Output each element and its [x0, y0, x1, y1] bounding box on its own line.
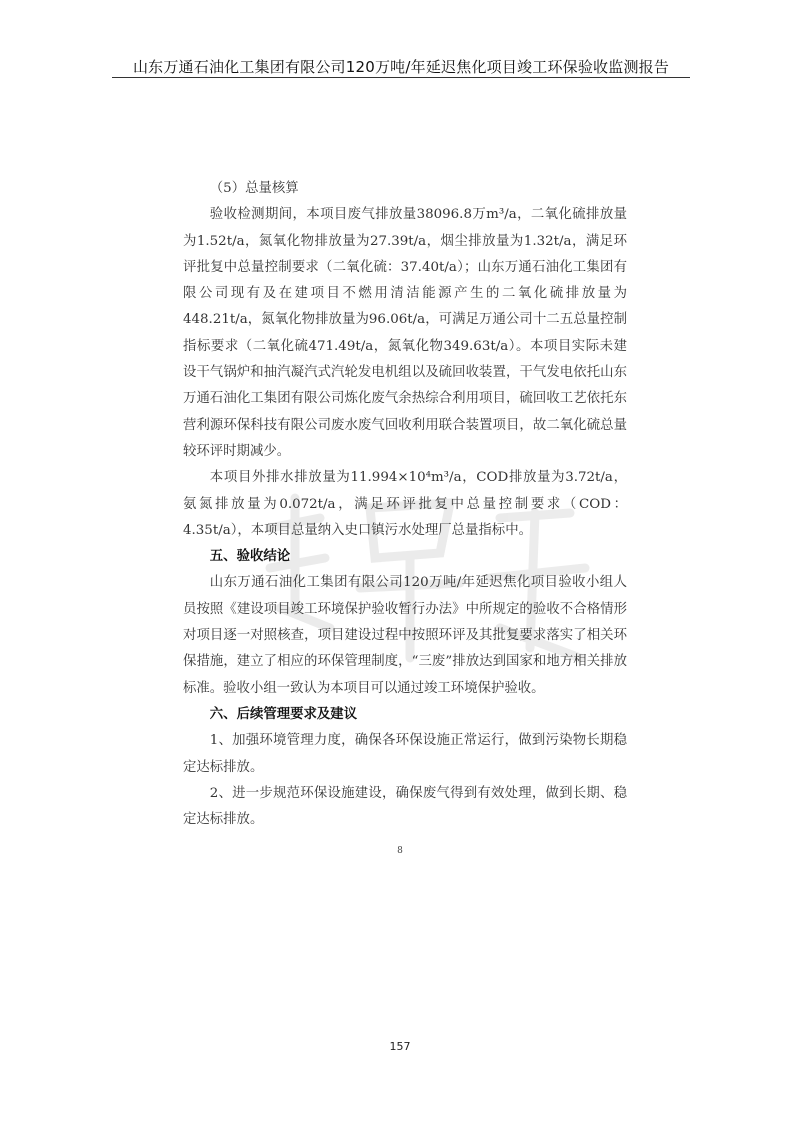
heading-follow-up-requirements: 六、后续管理要求及建议 — [209, 706, 358, 722]
header-divider — [112, 77, 690, 78]
paragraph-wastewater-totals: 本项目外排水排放量为11.994×10⁴m³/a，COD排放量为3.72t/a，氨氮排放量为0.072t/a，满足环评批复中总量控制要求（COD：4.35t/a），本项目总量纳入史口镇污水处理厂总量指标中。 — [183, 470, 627, 538]
inner-page-number: 8 — [397, 846, 403, 856]
page-number: 157 — [389, 1040, 411, 1053]
heading-acceptance-conclusion: 五、验收结论 — [209, 549, 291, 565]
report-body — [183, 176, 627, 833]
section-title-total-accounting: （5）总量核算 — [209, 181, 299, 196]
paragraph-emission-totals: 验收检测期间，本项目废气排放量38096.8万m³/a，二氧化硫排放量为1.52t/a，氮氧化物排放量为27.39t/a，烟尘排放量为1.32t/a，满足环评批复中总量控制要求（二氧化硫：37.40t/a）；山东万通石油化工集团有限公司现有及在建项目不燃用清洁能源产生的二氧化硫排放量为448.21t/a，氮氧化物排放量为96.06t/a，可满足万通公司十二五总量控制指标要求（二氧化硫471.49t/a，氮氧化物349.63t/a）。本项目实际未建设干气锅炉和抽汽凝汽式汽轮发电机组以及硫回收装置，干气发电依托山东万通石油化工集团有限公司炼化废气余热综合利用项目，硫回收工艺依托东营利源环保科技有限公司废水废气回收利用联合装置项目，故二氧化硫总量较环评时期减少。 — [183, 207, 627, 459]
paragraph-acceptance-conclusion: 山东万通石油化工集团有限公司120万吨/年延迟焦化项目验收小组人员按照《建设项目竣工环境保护验收暂行办法》中所规定的验收不合格情形对项目逐一对照核查，项目建设过程中按照环评及其批复要求落实了相关环保措施，建立了相应的环保管理制度，“三废”排放达到国家和地方相关排放标准。验收小组一致认为本项目可以通过竣工环境保护验收。 — [183, 575, 627, 696]
list-item-follow-up-1: 1、加强环境管理力度，确保各环保设施正常运行，做到污染物长期稳定达标排放。 — [183, 733, 627, 775]
document-header: 山东万通石油化工集团有限公司120万吨/年延迟焦化项目竣工环保验收监测报告 — [132, 58, 670, 76]
list-item-follow-up-2: 2、进一步规范环保设施建设，确保废气得到有效处理，做到长期、稳定达标排放。 — [183, 785, 627, 828]
